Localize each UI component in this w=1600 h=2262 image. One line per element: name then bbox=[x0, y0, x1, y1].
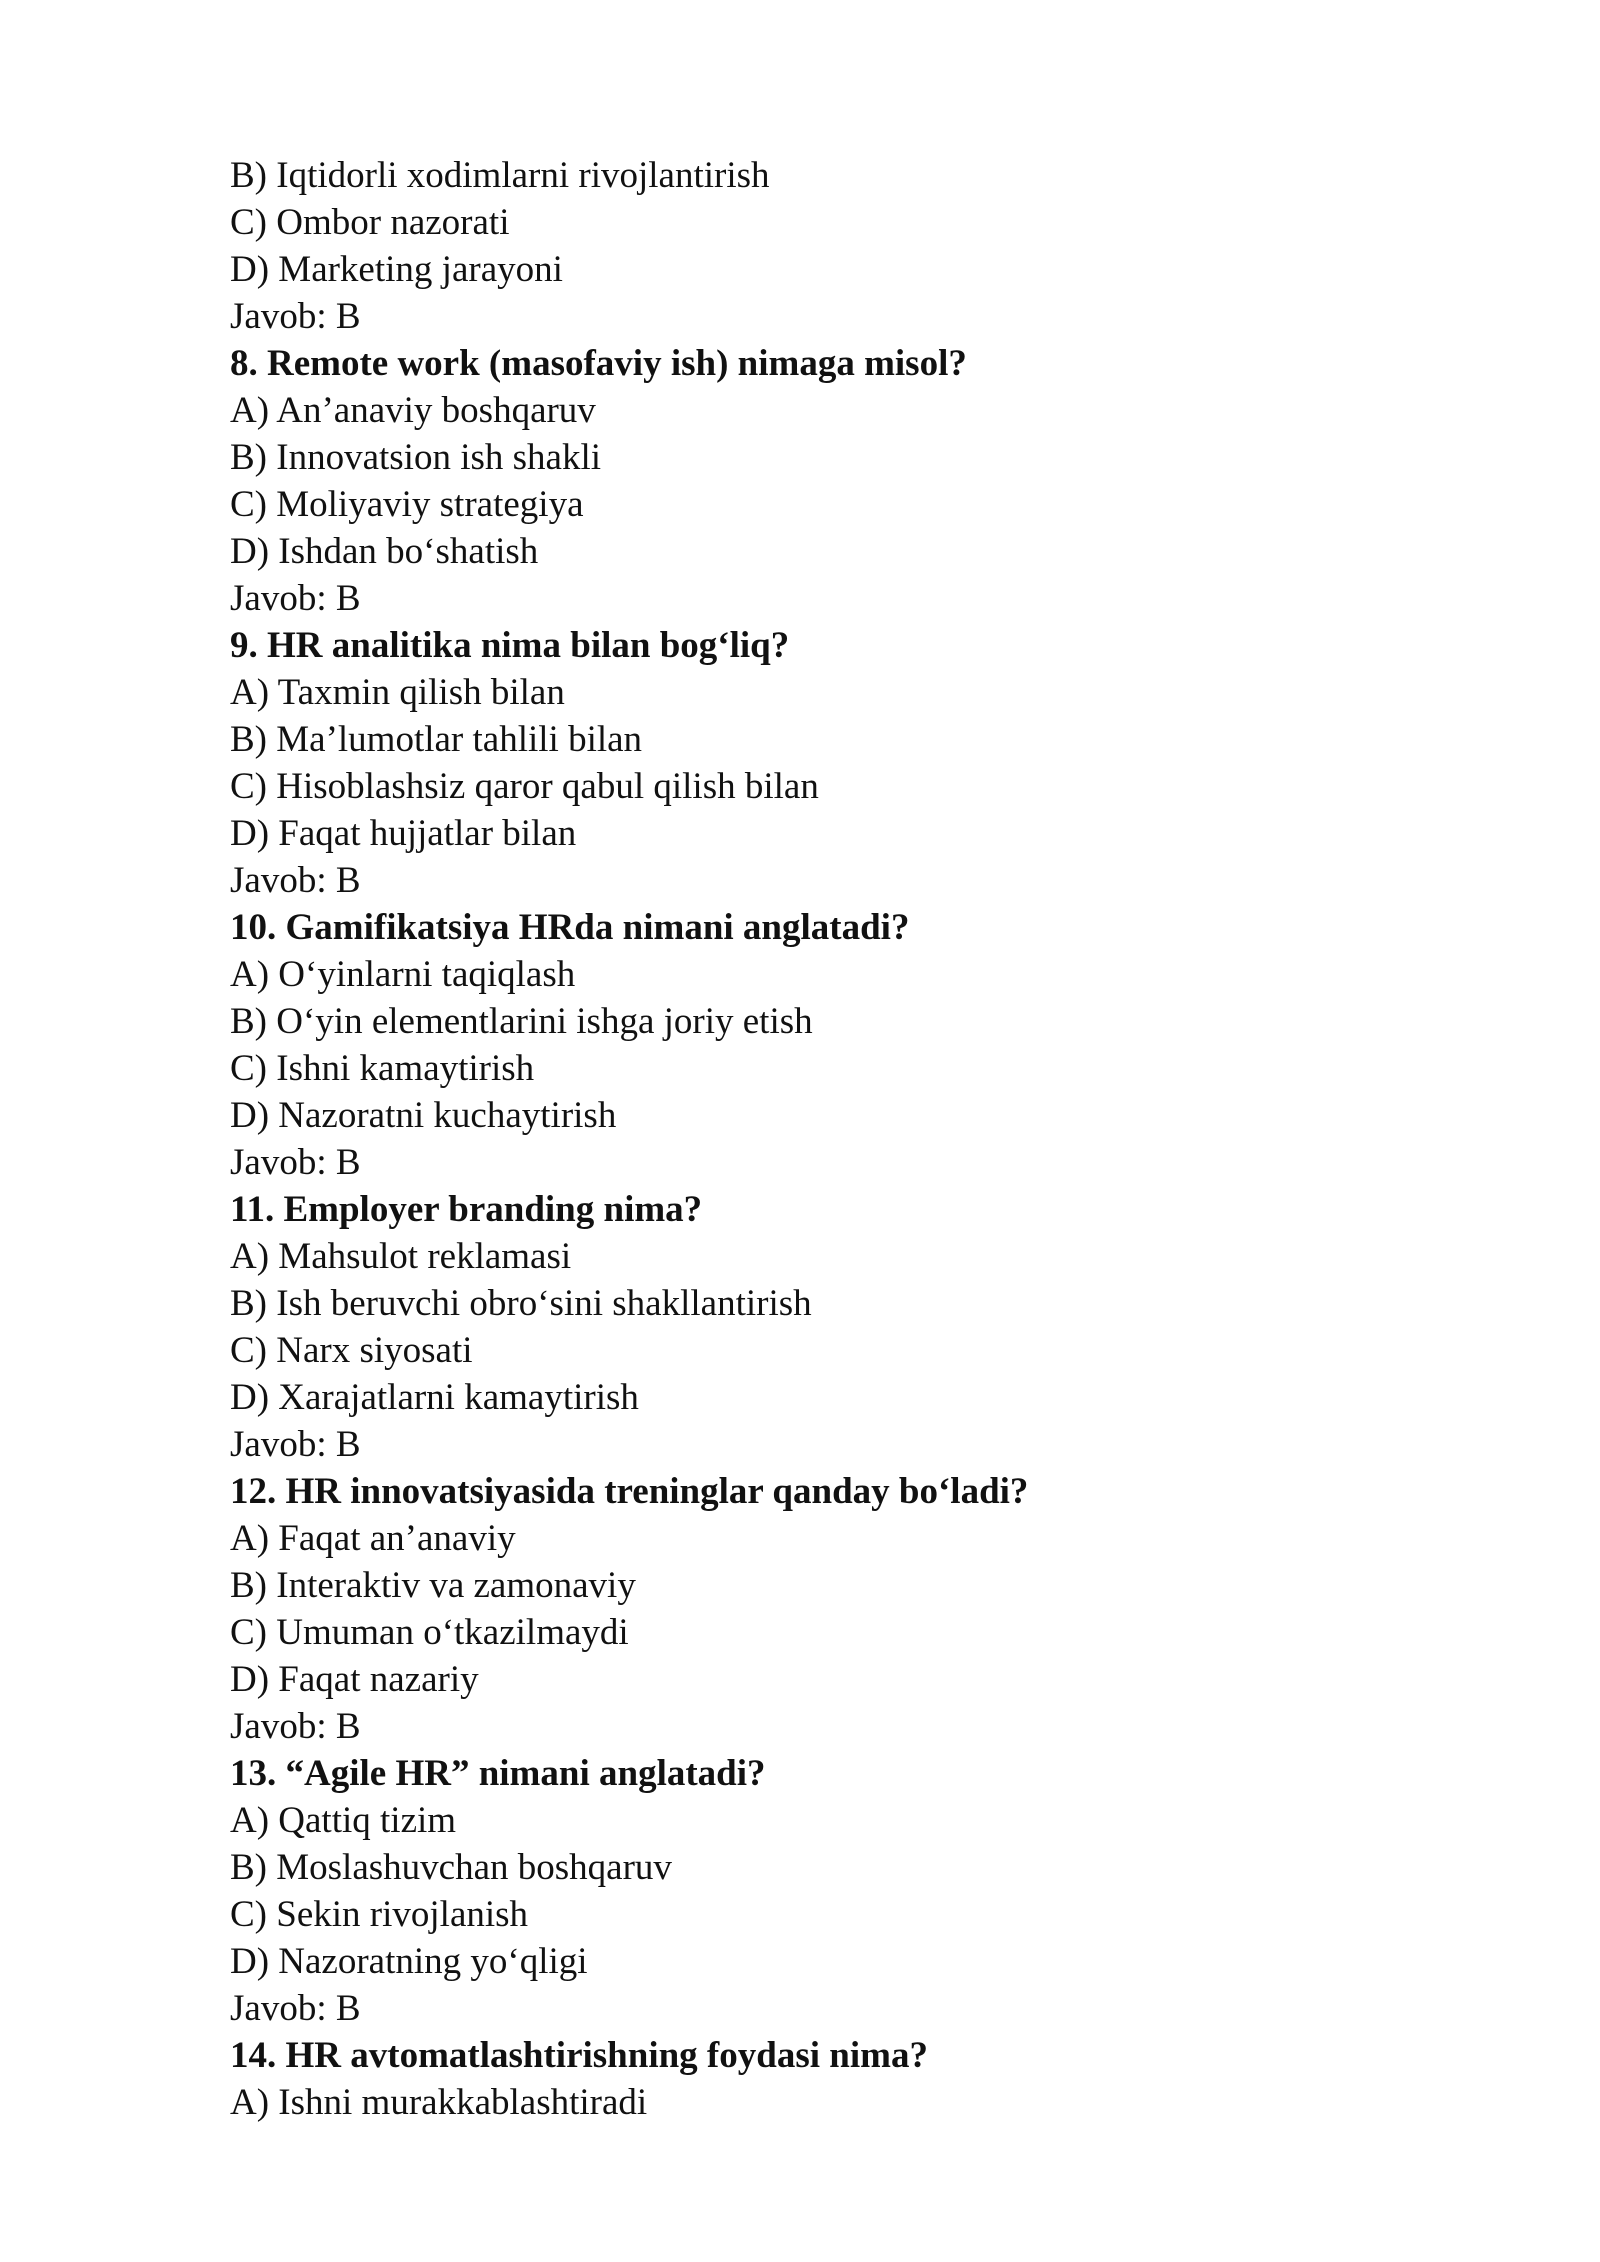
answer-option: B) Ma’lumotlar tahlili bilan bbox=[230, 719, 643, 760]
answer-option: D) Marketing jarayoni bbox=[230, 249, 563, 290]
answer-option: D) Faqat hujjatlar bilan bbox=[230, 813, 577, 854]
answer-option: C) Narx siyosati bbox=[230, 1330, 473, 1371]
answer-key: Javob: B bbox=[230, 1988, 361, 2029]
question-heading: 9. HR analitika nima bilan bog‘liq? bbox=[230, 625, 790, 666]
answer-option: A) Ishni murakkablashtiradi bbox=[230, 2082, 648, 2123]
answer-option: D) Faqat nazariy bbox=[230, 1659, 479, 1700]
answer-option: C) Umuman o‘tkazilmaydi bbox=[230, 1612, 629, 1653]
answer-key: Javob: B bbox=[230, 1142, 361, 1183]
answer-option: D) Nazoratning yo‘qligi bbox=[230, 1941, 588, 1982]
question-heading: 12. HR innovatsiyasida treninglar qanday bo‘ladi? bbox=[230, 1471, 1029, 1512]
answer-option: D) Xarajatlarni kamaytirish bbox=[230, 1377, 639, 1418]
answer-key: Javob: B bbox=[230, 578, 361, 619]
answer-option: B) Iqtidorli xodimlarni rivojlantirish bbox=[230, 155, 770, 196]
answer-option: B) Ish beruvchi obro‘sini shakllantirish bbox=[230, 1283, 812, 1324]
answer-option: B) O‘yin elementlarini ishga joriy etish bbox=[230, 1001, 813, 1042]
answer-key: Javob: B bbox=[230, 1706, 361, 1747]
answer-option: A) An’anaviy boshqaruv bbox=[230, 390, 596, 431]
answer-option: B) Moslashuvchan boshqaruv bbox=[230, 1847, 672, 1888]
answer-key: Javob: B bbox=[230, 860, 361, 901]
answer-option: C) Sekin rivojlanish bbox=[230, 1894, 529, 1935]
answer-option: C) Moliyaviy strategiya bbox=[230, 484, 584, 525]
answer-option: D) Nazoratni kuchaytirish bbox=[230, 1095, 617, 1136]
answer-option: A) O‘yinlarni taqiqlash bbox=[230, 954, 576, 995]
answer-option: C) Ishni kamaytirish bbox=[230, 1048, 535, 1089]
question-heading: 8. Remote work (masofaviy ish) nimaga misol? bbox=[230, 343, 967, 384]
question-heading: 11. Employer branding nima? bbox=[230, 1189, 703, 1230]
answer-option: A) Mahsulot reklamasi bbox=[230, 1236, 572, 1277]
question-heading: 14. HR avtomatlashtirishning foydasi nima? bbox=[230, 2035, 928, 2076]
answer-key: Javob: B bbox=[230, 1424, 361, 1465]
answer-option: B) Innovatsion ish shakli bbox=[230, 437, 602, 478]
question-heading: 13. “Agile HR” nimani anglatadi? bbox=[230, 1753, 766, 1794]
quiz-content bbox=[230, 152, 1410, 2126]
answer-option: C) Hisoblashsiz qaror qabul qilish bilan bbox=[230, 766, 819, 807]
answer-key: Javob: B bbox=[230, 296, 361, 337]
question-heading: 10. Gamifikatsiya HRda nimani anglatadi? bbox=[230, 907, 910, 948]
answer-option: A) Qattiq tizim bbox=[230, 1800, 457, 1841]
answer-option: B) Interaktiv va zamonaviy bbox=[230, 1565, 636, 1606]
answer-option: C) Ombor nazorati bbox=[230, 202, 510, 243]
answer-option: D) Ishdan bo‘shatish bbox=[230, 531, 539, 572]
answer-option: A) Faqat an’anaviy bbox=[230, 1518, 516, 1559]
answer-option: A) Taxmin qilish bilan bbox=[230, 672, 565, 713]
